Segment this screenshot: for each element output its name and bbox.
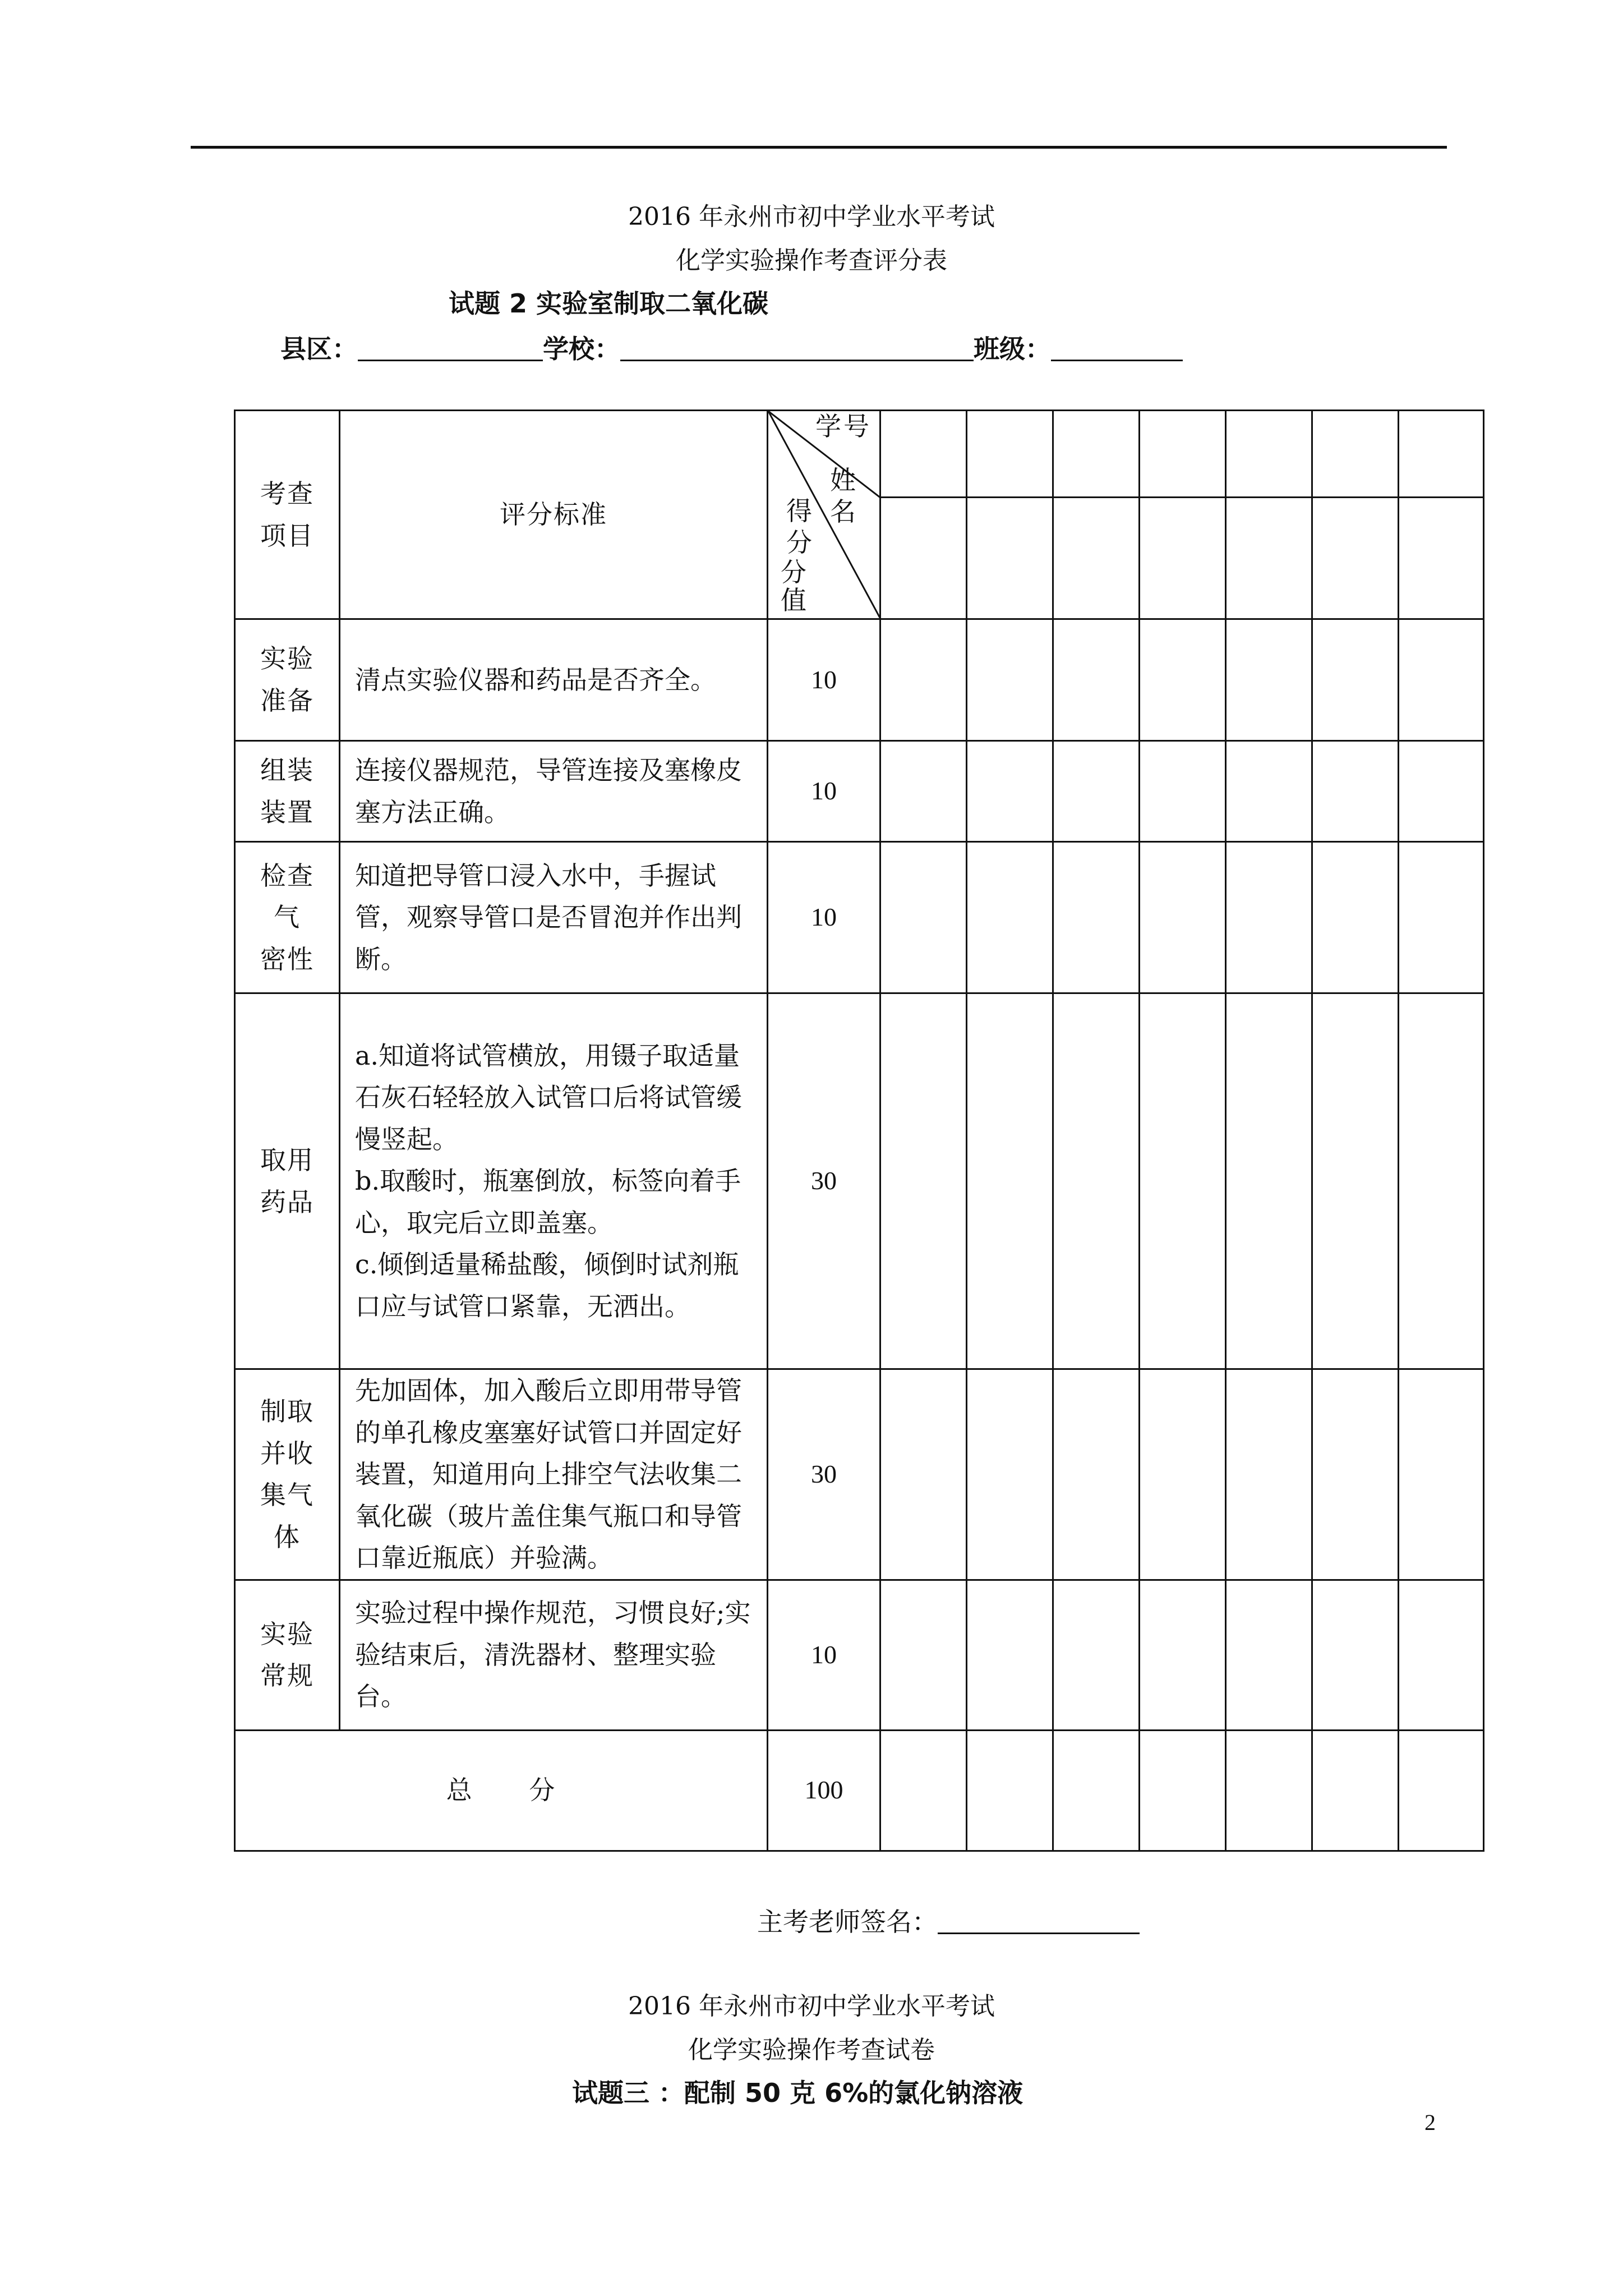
criteria-cell: 知道把导管口浸入水中，手握试管，观察导管口是否冒泡并作出判断。 <box>340 842 768 993</box>
score-cell[interactable] <box>1053 1369 1140 1580</box>
score-cell[interactable] <box>967 1580 1053 1730</box>
score-cell[interactable] <box>1140 842 1226 993</box>
score-cell[interactable] <box>1226 993 1312 1369</box>
points-cell: 10 <box>768 619 880 741</box>
signature-field[interactable] <box>938 1908 1140 1934</box>
student-name-cell[interactable] <box>967 498 1053 619</box>
score-cell[interactable] <box>967 741 1053 842</box>
item-cell: 检查气 密性 <box>235 842 340 993</box>
score-cell[interactable] <box>1399 619 1484 741</box>
score-cell[interactable] <box>1140 741 1226 842</box>
student-name-cell[interactable] <box>1053 498 1140 619</box>
score-cell[interactable] <box>1053 842 1140 993</box>
header-row-1 <box>235 411 1484 498</box>
score-cell[interactable] <box>1140 1580 1226 1730</box>
criteria-b: b.取酸时，瓶塞倒放，标签向着手心，取完后立即盖塞。 <box>355 1166 741 1238</box>
score-cell[interactable] <box>1053 741 1140 842</box>
student-name-cell[interactable] <box>1399 498 1484 619</box>
label-points: 分值 <box>781 557 806 615</box>
student-id-cell[interactable] <box>1312 411 1399 498</box>
score-cell[interactable] <box>1226 1580 1312 1730</box>
county-field[interactable] <box>358 335 543 361</box>
points-cell: 10 <box>768 842 880 993</box>
student-id-cell[interactable] <box>1226 411 1312 498</box>
score-cell[interactable] <box>967 1369 1053 1580</box>
points-cell: 10 <box>768 1580 880 1730</box>
score-table <box>234 409 1484 1852</box>
class-label: 班级： <box>974 334 1051 364</box>
score-cell[interactable] <box>1140 1369 1226 1580</box>
total-row <box>235 1730 1484 1851</box>
table-row <box>235 993 1484 1369</box>
diagonal-header <box>768 411 880 619</box>
criteria-cell: 先加固体，加入酸后立即用带导管的单孔橡皮塞塞好试管口并固定好装置，知道用向上排空气法收集二氧化碳（玻片盖住集气瓶口和导管口靠近瓶底）并验满。 <box>340 1369 768 1580</box>
student-name-cell[interactable] <box>880 498 967 619</box>
score-cell[interactable] <box>967 993 1053 1369</box>
exam-subtitle: 化学实验操作考查评分表 <box>676 246 947 275</box>
criteria-cell: 连接仪器规范，导管连接及塞橡皮塞方法正确。 <box>340 741 768 842</box>
score-cell[interactable] <box>1399 1580 1484 1730</box>
student-name-cell[interactable] <box>1312 498 1399 619</box>
student-id-cell[interactable] <box>1053 411 1140 498</box>
label-student-id: 学号 <box>815 411 872 441</box>
item-cell: 实验准备 <box>235 619 340 741</box>
school-label: 学校： <box>543 334 620 364</box>
score-cell[interactable] <box>880 619 967 741</box>
total-score-cell[interactable] <box>880 1730 967 1851</box>
score-cell[interactable] <box>1226 1369 1312 1580</box>
student-name-cell[interactable] <box>1140 498 1226 619</box>
next-exam-subtitle: 化学实验操作考查试卷 <box>688 2036 935 2064</box>
exam-title: 2016 年永州市初中学业水平考试 <box>628 203 995 231</box>
score-cell[interactable] <box>1312 619 1399 741</box>
school-field[interactable] <box>620 335 974 361</box>
total-score-cell[interactable] <box>1053 1730 1140 1851</box>
total-score-cell[interactable] <box>1399 1730 1484 1851</box>
total-points: 100 <box>768 1730 880 1851</box>
criteria-cell <box>340 993 768 1369</box>
item-cell: 组装装置 <box>235 741 340 842</box>
score-cell[interactable] <box>1226 842 1312 993</box>
score-cell[interactable] <box>1053 619 1140 741</box>
info-line <box>280 329 1183 366</box>
table-row <box>235 842 1484 993</box>
head-criteria: 评分标准 <box>340 411 768 619</box>
item-cell: 实验常规 <box>235 1580 340 1730</box>
score-cell[interactable] <box>1312 741 1399 842</box>
criteria-cell: 实验过程中操作规范，习惯良好;实验结束后，清洗器材、整理实验台。 <box>340 1580 768 1730</box>
score-cell[interactable] <box>1399 842 1484 993</box>
score-cell[interactable] <box>1140 619 1226 741</box>
criteria-cell: 清点实验仪器和药品是否齐全。 <box>340 619 768 741</box>
score-cell[interactable] <box>880 1369 967 1580</box>
score-cell[interactable] <box>967 842 1053 993</box>
score-cell[interactable] <box>1312 993 1399 1369</box>
score-cell[interactable] <box>880 842 967 993</box>
score-cell[interactable] <box>880 1580 967 1730</box>
score-cell[interactable] <box>880 993 967 1369</box>
score-cell[interactable] <box>880 741 967 842</box>
student-id-cell[interactable] <box>1140 411 1226 498</box>
signature-label: 主考老师签名： <box>757 1907 938 1937</box>
question-title: 试题 2 实验室制取二氧化碳 <box>449 288 769 319</box>
total-label: 总 分 <box>235 1730 768 1851</box>
points-cell: 10 <box>768 741 880 842</box>
class-field[interactable] <box>1051 335 1183 361</box>
score-cell[interactable] <box>1226 741 1312 842</box>
table-row <box>235 741 1484 842</box>
total-score-cell[interactable] <box>1140 1730 1226 1851</box>
next-exam-title: 2016 年永州市初中学业水平考试 <box>628 1992 995 2021</box>
score-cell[interactable] <box>1312 1580 1399 1730</box>
student-id-cell[interactable] <box>880 411 967 498</box>
criteria-c: c.倾倒适量稀盐酸，倾倒时试剂瓶口应与试管口紧靠，无洒出。 <box>355 1249 739 1322</box>
score-cell[interactable] <box>1399 1369 1484 1580</box>
score-cell[interactable] <box>1226 619 1312 741</box>
score-cell[interactable] <box>1053 1580 1140 1730</box>
score-cell[interactable] <box>967 619 1053 741</box>
page-number: 2 <box>1424 2110 1436 2135</box>
county-label: 县区： <box>280 334 358 364</box>
score-cell[interactable] <box>1140 993 1226 1369</box>
next-question-title: 试题三 ：配制 50 克 6%的氯化钠溶液 <box>572 2078 1023 2108</box>
item-cell: 制取并收集气体 <box>235 1369 340 1580</box>
label-name: 姓名 <box>830 465 856 527</box>
criteria-a: a.知道将试管横放，用镊子取适量石灰石轻轻放入试管口后将试管缓慢竖起。 <box>355 1040 742 1154</box>
table-row <box>235 1369 1484 1580</box>
label-score: 得分 <box>786 496 812 558</box>
score-cell[interactable] <box>1399 993 1484 1369</box>
total-score-cell[interactable] <box>1312 1730 1399 1851</box>
head-item: 考查项目 <box>235 411 340 619</box>
student-id-cell[interactable] <box>1399 411 1484 498</box>
item-cell: 取用药品 <box>235 993 340 1369</box>
score-cell[interactable] <box>1312 1369 1399 1580</box>
table-row <box>235 619 1484 741</box>
total-score-cell[interactable] <box>1226 1730 1312 1851</box>
student-id-cell[interactable] <box>967 411 1053 498</box>
points-cell: 30 <box>768 1369 880 1580</box>
signature-line <box>757 1902 1140 1939</box>
points-cell: 30 <box>768 993 880 1369</box>
student-name-cell[interactable] <box>1226 498 1312 619</box>
table-row <box>235 1580 1484 1730</box>
score-cell[interactable] <box>1399 741 1484 842</box>
top-rule <box>191 146 1447 149</box>
total-score-cell[interactable] <box>967 1730 1053 1851</box>
score-cell[interactable] <box>1312 842 1399 993</box>
score-cell[interactable] <box>1053 993 1140 1369</box>
